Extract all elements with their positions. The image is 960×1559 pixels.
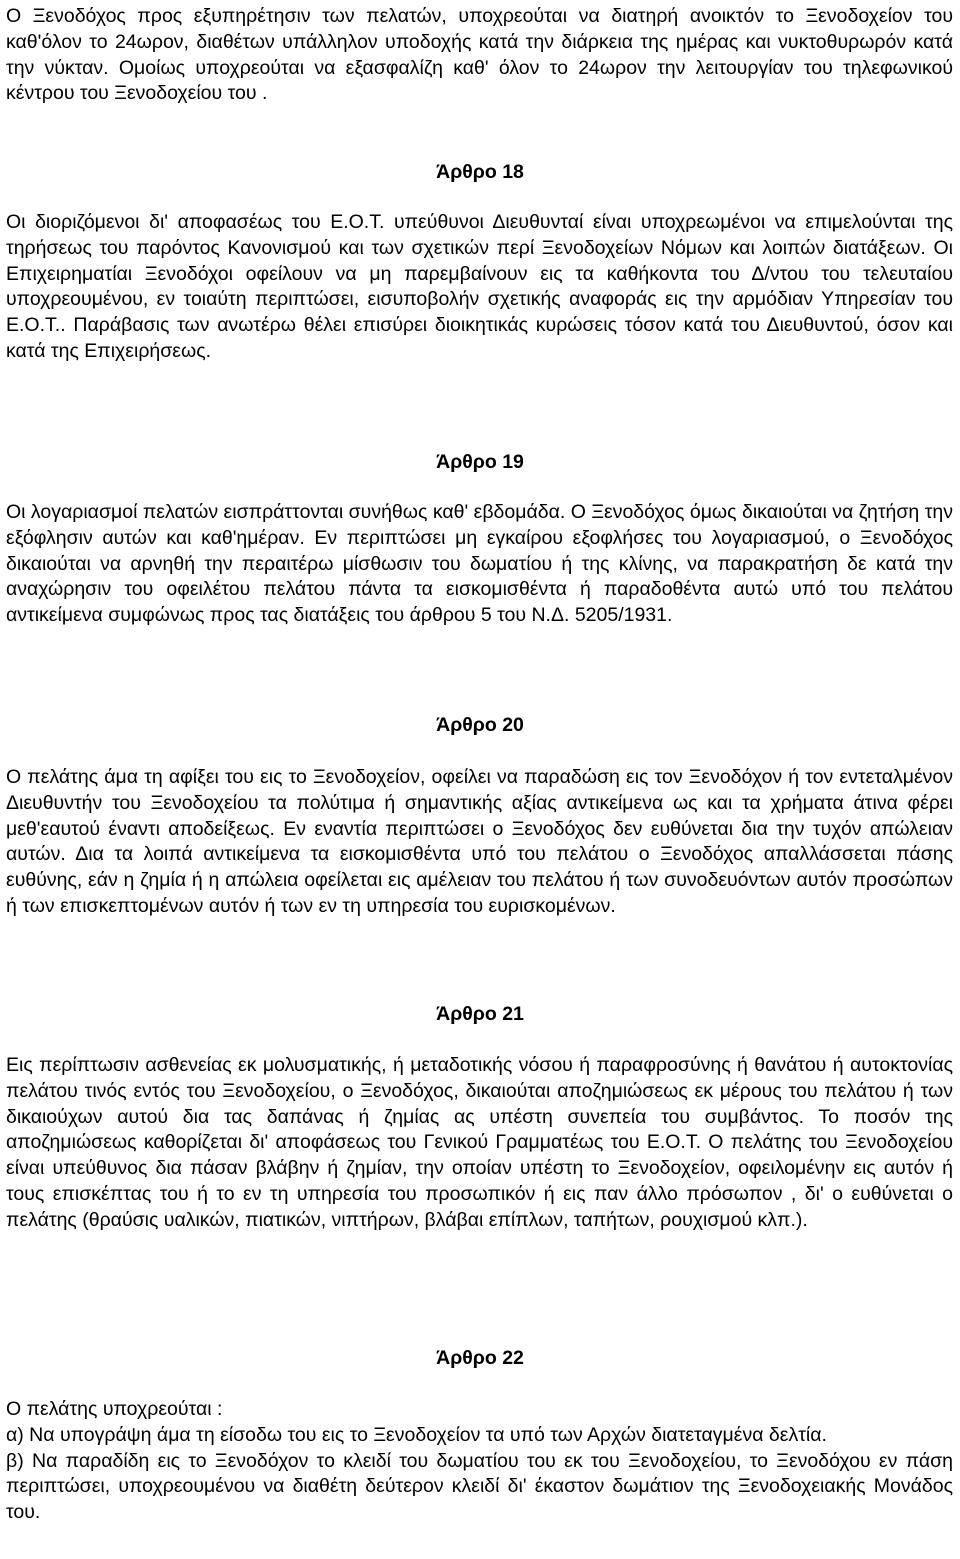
- article-18-paragraph: Οι διοριζόμενοι δι' αποφασέως του Ε.Ο.Τ. υπεύθυνοι Διευθυνταί είναι υποχρεωμένοι να επιμελούνται της τηρήσεως του παρόντος Κανονισμού και των σχετικών περί Ξενοδοχείων Νόμων και λοιπών διατάξεων. Οι Επιχειρηματίαι Ξενοδόχοι οφείλουν να μη παρεμβαίνουν εις τα καθήκοντα του Δ/ντου του τελευταίου υποχρεουμένου, εν τοιαύτη περιπτώσει, εισυποβολήν σχετικής αναφοράς εις την αρμόδιαν Υπηρεσίαν του Ε.Ο.Τ.. Παράβασις των ανωτέρω θέλει επισύρει διοικητικάς κυρώσεις τόσον κατά του Διευθυντού, όσον και κατά της Επιχειρήσεως.: [6, 211, 953, 362]
- article-20-paragraph: Ο πελάτης άμα τη αφίξει του εις το Ξενοδοχείον, οφείλει να παραδώση εις τον Ξενοδόχον ή τον εντεταλμένον Διευθυντήν του Ξενοδοχείου τα πολύτιμα ή σημαντικής αξίας αντικείμενα ως και τα χρήματα άτινα φέρει μεθ'εαυτού έναντι αποδείξεως. Εν εναντία περιπτώσει ο Ξενοδόχος δεν ευθύνεται δια την τυχόν απώλειαν αυτών. Δια τα λοιπά αντικείμενα τα εισκομισθέντα υπό του πελάτου ο Ξενοδόχος απαλλάσσεται πάσης ευθύνης, εάν η ζημία ή η απώλεια οφείλεται εις αμέλειαν του πελάτου ή των συνοδευόντων αυτόν προσώπων ή των επισκεπτομένων αυτόν ή των εν τη υπηρεσία του ευρισκομένων.: [6, 766, 953, 917]
- article-21-heading: Άρθρο 21: [436, 1003, 524, 1025]
- article-22-item-b: β) Να παραδίδη εις το Ξενοδόχον το κλειδί του δωματίου του εκ του Ξενοδοχείου, το Ξενοδόχου εν πάση περιπτώσει, υποχρεουμένου να διαθέτη δεύτερον κλειδί δι' έκαστον δωμάτιον της Ξενοδοχειακής Μονάδος του.: [6, 1449, 953, 1524]
- article-19-heading: Άρθρο 19: [436, 451, 524, 473]
- article-22-item-a: α) Να υπογράψη άμα τη είσοδω του εις το Ξενοδοχείον τα υπό των Αρχών διατεταγμένα δελτία.: [6, 1423, 827, 1446]
- article-21-paragraph: Εις περίπτωσιν ασθενείας εκ μολυσματικής, ή μεταδοτικής νόσου ή παραφροσύνης ή θανάτου ή αυτοκτονίας πελάτου τινός εντός του Ξενοδοχείου, ο Ξενοδόχος, δικαιούται αποζημιώσεως εκ μέρους του πελάτου ή των δικαιούχων αυτού δια τας δαπάνας ή ζημίας ας υπέστη συνεπεία του συμβάντος. Το ποσόν της αποζημιώσεως καθορίζεται δι' αποφάσεως του Γενικού Γραμματέως του Ε.Ο.Τ. Ο πελάτης του Ξενοδοχείου είναι υπεύθυνος δια πάσαν βλάβην ή ζημίαν, την οποίαν υπέστη το Ξενοδοχείον, οφειλομένην εις αυτόν ή τους επισκέπτας του ή το εν τη υπηρεσία του προσωπικόν ή εις παν άλλο πρόσωπον , δι' ο ευθύνεται ο πελάτης (θραύσις υαλικών, πιατικών, νιπτήρων, βλάβαι επίπλων, ταπήτων, ρουχισμού κλπ.).: [6, 1054, 953, 1231]
- article-22-intro-line: Ο πελάτης υποχρεούται :: [6, 1398, 223, 1420]
- article-19-paragraph: Οι λογαριασμοί πελατών εισπράττονται συνήθως καθ' εβδομάδα. Ο Ξενοδόχος όμως δικαιούται να ζητήση την εξόφλησιν αυτών και καθ'ημέραν. Εν περιπτώσει μη εγκαίρου εξοφλήσες του λογαριασμού, ο Ξενοδόχος δικαιούται να αρνηθή την περαιτέρω μίσθωσιν του δωματίου ή της κλίνης, να παρακρατήση δε κατά την αναχώρησιν του οφειλέτου πελάτου πάντα τα εισκομισθέντα ή παραδοθέντα αυτώ υπό του πελάτου αντικείμενα συμφώνως προς τας διατάξεις του άρθρου 5 του Ν.Δ. 5205/1931.: [6, 501, 953, 627]
- article-22-body: [6, 1397, 953, 1526]
- intro-paragraph: Ο Ξενοδόχος προς εξυπηρέτησιν των πελατών, υποχρεούται να διατηρή ανοικτόν το Ξενοδοχείον του καθ'όλον το 24ωρον, διαθέτων υπάλληλον υποδοχής κατά την διάρκεια της ημέρας και νυκτοθυρωρόν κατά την νύκταν. Ομοίως υποχρεούται να εξασφαλίζη καθ' όλον το 24ωρον την λειτουργίαν του τηλεφωνικού κέντρου του Ξενοδοχείου του .: [6, 5, 953, 105]
- article-18-heading: Άρθρο 18: [436, 161, 524, 183]
- article-22-heading: Άρθρο 22: [436, 1347, 524, 1369]
- article-20-heading: Άρθρο 20: [436, 714, 524, 736]
